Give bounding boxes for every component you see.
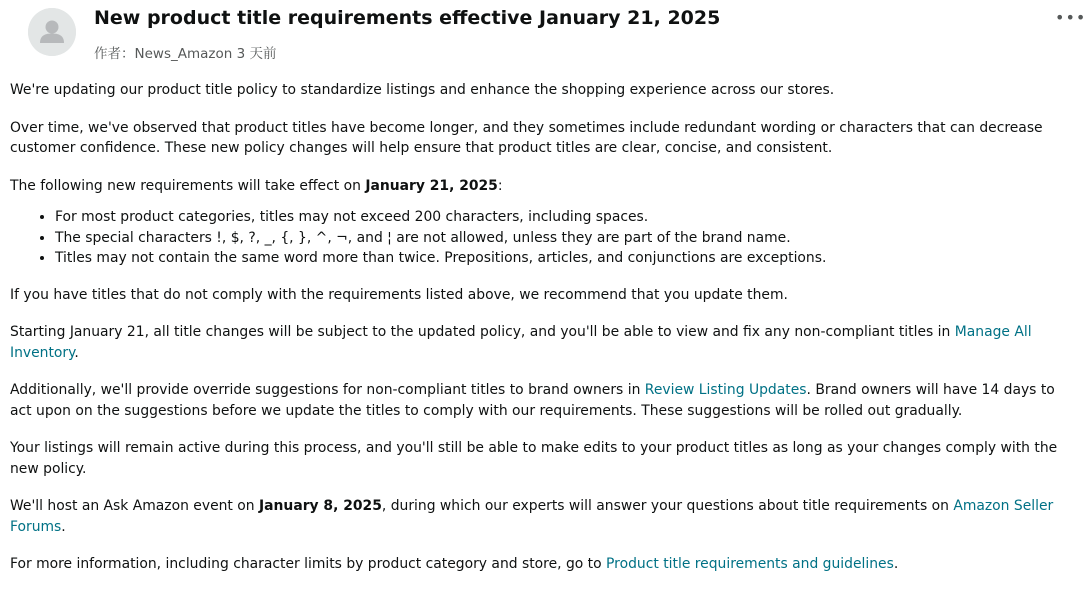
post-author-meta: 作者：News_Amazon 3 天前: [94, 46, 277, 62]
paragraph-more-info: For more information, including character limits by product category and store, go to Product title requirements and guidelines.: [10, 556, 899, 572]
paragraph-intro: We're updating our product title policy to standardize listings and enhance the shopping experience across our stores.: [10, 82, 835, 98]
user-icon: [28, 8, 76, 56]
review-listing-updates-link[interactable]: Review Listing Updates: [644, 382, 807, 398]
title-guidelines-link[interactable]: Product title requirements and guidelines: [606, 556, 894, 572]
post-title: New product title requirements effective January 21, 2025: [94, 7, 721, 29]
paragraph-event: We'll host an Ask Amazon event on January 8, 2025, during which our experts will answer your questions about title requirements on Amazon Seller Forums.: [10, 498, 1054, 535]
event-date: January 8, 2025: [259, 498, 382, 514]
amazon-seller-forums-link[interactable]: Amazon Seller Forums: [10, 498, 1054, 535]
paragraph-listings-active: Your listings will remain active during this process, and you'll still be able to make edits to your product titles as long as your changes comply with the new policy.: [10, 440, 1058, 477]
post-header: [0, 0, 1086, 70]
list-item: • For most product categories, titles may not exceed 200 characters, including spaces.: [55, 207, 1072, 228]
paragraph-requirements-intro: The following new requirements will take effect on January 21, 2025:: [10, 177, 503, 194]
effective-date: January 21, 2025: [365, 177, 498, 194]
paragraph-recommendation: If you have titles that do not comply with the requirements listed above, we recommend that you update them.: [10, 286, 788, 303]
manage-all-inventory-link[interactable]: Manage All Inventory: [10, 324, 1032, 361]
avatar[interactable]: [28, 8, 76, 56]
requirements-list: [10, 207, 1072, 269]
paragraph-override: Additionally, we'll provide override suggestions for non-compliant titles to brand owners in Review Listing Updates. Brand owners will have 14 days to act upon on the suggestions before we update the titles to comply with our requirements. These suggestions will be rolled out gradually.: [10, 382, 1055, 419]
paragraph-observation: Over time, we've observed that product titles have become longer, and they sometimes include redundant wording or characters that can decrease customer confidence. These new policy changes will help ensure that product titles are clear, concise, and consistent.: [10, 119, 1043, 156]
list-item: • The special characters !, $, ?, _, {, }, ^, ¬, and ¦ are not allowed, unless they are part of the brand name.: [55, 228, 1072, 249]
list-item: • Titles may not contain the same word more than twice. Prepositions, articles, and conjunctions are exceptions.: [55, 248, 1072, 269]
paragraph-starting: Starting January 21, all title changes will be subject to the updated policy, and you'll be able to view and fix any non-compliant titles in Manage All Inventory.: [10, 324, 1032, 361]
post-body: [10, 80, 1072, 592]
more-options-icon[interactable]: •••: [1055, 8, 1086, 27]
